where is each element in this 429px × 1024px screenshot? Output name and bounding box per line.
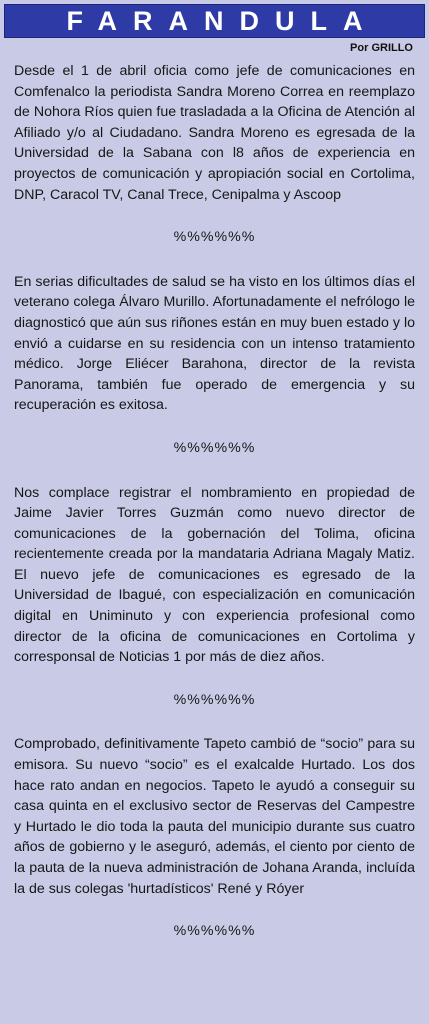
section-header [4,4,425,38]
byline: Por GRILLO [350,42,413,54]
separator-2: %%%%%% [173,439,256,456]
separator-4: %%%%%% [173,923,256,940]
separator-3: %%%%%% [173,691,256,708]
article-body [14,61,415,942]
news-item-3: Nos complace registrar el nombramiento en propiedad de Jaime Javier Torres Guzmán como nuevo director de comunicaciones de la gobernación del Tolima, oficina recientemente creada por la mandataria Adriana Magaly Matiz. El nuevo jefe de comunicaciones es egresado de la Universidad de Ibagué, con especialización en comunicación digital en Uniminuto y con experiencia profesional como director de la oficina de comunicaciones en Cortolima y corresponsal de Noticias 1 por más de diez años. [14,484,415,666]
news-item-4: Comprobado, definitivamente Tapeto cambió de “socio” para su emisora. Su nuevo “socio” es el exalcalde Hurtado. Los dos hace rato andan en negocios. Tapeto le ayudó a conseguir su casa quinta en el exclusivo sector de Reservas del Campestre y Hurtado le dio toda la pauta del municipio durante sus cuatro años de gobierno y le aseguró, además, el ciento por ciento de la pauta de la nueva administración de Johana Aranda, incluída la de sus colegas 'hurtadísticos' René y Róyer [14,736,415,897]
news-item-2: En serias dificultades de salud se ha visto en los últimos días el veterano colega Álvaro Murillo. Afortunadamente el nefrólogo le diagnosticó que aún sus riñones están en muy buen estado y lo envió a cuidarse en su residencia con un intenso tratamiento médico. Jorge Eliécer Barahona, director de la revista Panorama, también fue operado de emergencia y su recuperación es exitosa. [14,273,415,414]
section-title: FARANDULA [66,5,379,36]
news-item-1: Desde el 1 de abril oficia como jefe de comunicaciones en Comfenalco la periodista Sandra Moreno Correa en reemplazo de Nohora Ríos quien fue trasladada a la Oficina de Atención al Afiliado y/o al Ciudadano. Sandra Moreno es egresada de la Universidad de la Sabana con l8 años de experiencia en proyectos de comunicación y apropiación social en Cortolima, DNP, Caracol TV, Canal Trece, Cenipalma y Ascoop [14,63,415,203]
separator-1: %%%%%% [173,229,256,246]
